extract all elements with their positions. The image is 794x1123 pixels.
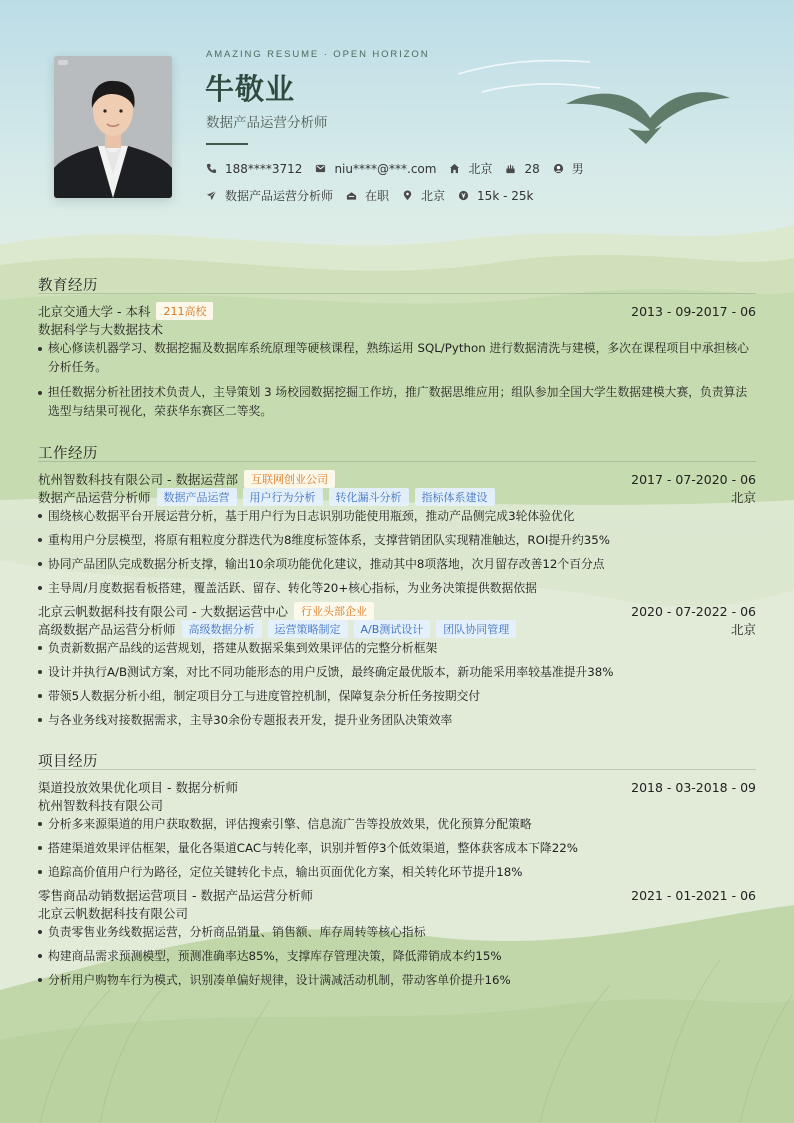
work-divider bbox=[38, 461, 756, 462]
project-company: 杭州智数科技有限公司 bbox=[38, 798, 164, 813]
skill-tag: 团队协同管理 bbox=[436, 620, 516, 638]
project-header-row bbox=[38, 886, 756, 904]
email-item bbox=[315, 162, 436, 176]
salary-icon bbox=[458, 190, 469, 201]
skill-tag: 数据产品运营 bbox=[157, 488, 237, 506]
company-badge: 互联网创业公司 bbox=[244, 470, 335, 488]
list-item: 分析多来源渠道的用户获取数据，评估搜索引擎、信息流广告等投放效果，优化预算分配策略 bbox=[38, 814, 756, 834]
mail-icon bbox=[315, 163, 326, 174]
education-divider bbox=[38, 293, 756, 294]
school-badge: 211高校 bbox=[156, 302, 213, 320]
status-text: 在职 bbox=[365, 189, 390, 203]
salary-item bbox=[458, 189, 533, 203]
job-dates: 2017 - 07-2020 - 06 bbox=[631, 471, 756, 487]
status-item bbox=[346, 187, 389, 204]
intent-item bbox=[206, 187, 333, 204]
email-text: niu****@***.com bbox=[334, 161, 437, 176]
home-text: 北京 bbox=[468, 162, 493, 176]
skill-tag: 用户行为分析 bbox=[243, 488, 323, 506]
job-role: 高级数据产品运营分析师 bbox=[38, 622, 176, 637]
job-bullets bbox=[38, 506, 756, 602]
skill-tag: 指标体系建设 bbox=[415, 488, 495, 506]
education-bullets bbox=[38, 339, 756, 427]
skill-tag: 高级数据分析 bbox=[182, 620, 262, 638]
list-item: 核心修读机器学习、数据挖掘及数据库系统原理等硬核课程，熟练运用 SQL/Python 进行数据清洗与建模，多次在课程项目中承担核心分析任务。 bbox=[38, 339, 756, 377]
project-dates: 2021 - 01-2021 - 06 bbox=[631, 887, 756, 903]
school-name: 北京交通大学 - 本科 bbox=[38, 304, 151, 319]
gender-text: 男 bbox=[571, 162, 584, 176]
list-item: 带领5人数据分析小组，制定项目分工与进度管控机制，保障复杂分析任务按期交付 bbox=[38, 686, 756, 706]
job-location: 北京 bbox=[730, 490, 756, 505]
education-major-row bbox=[38, 320, 756, 338]
project-bullets bbox=[38, 922, 756, 994]
project-company: 北京云帆数据科技有限公司 bbox=[38, 906, 189, 921]
job-header-row bbox=[38, 470, 756, 488]
list-item: 与各业务线对接数据需求，主导30余份专题报表开发，提升业务团队决策效率 bbox=[38, 710, 756, 730]
age-item bbox=[505, 162, 539, 176]
education-header-row bbox=[38, 302, 756, 320]
list-item: 搭建渠道效果评估框架，量化各渠道CAC与转化率，识别并暂停3个低效渠道，整体获客成本下降22% bbox=[38, 838, 756, 858]
project-name: 零售商品动销数据运营项目 - 数据产品运营分析师 bbox=[38, 888, 313, 903]
skill-tag: 运营策略制定 bbox=[268, 620, 348, 638]
tagline: AMAZING RESUME · OPEN HORIZON bbox=[206, 49, 430, 60]
list-item: 重构用户分层模型，将原有粗粒度分群迭代为8维度标签体系，支撑营销团队实现精准触达，ROI提升约35% bbox=[38, 530, 756, 550]
phone-item bbox=[206, 162, 302, 176]
project-company-row bbox=[38, 904, 756, 922]
list-item: 构建商品需求预测模型，预测准确率达85%，支撑库存管理决策，降低滞销成本约15% bbox=[38, 946, 756, 966]
work-heading: 工作经历 bbox=[38, 446, 98, 462]
project-bullets bbox=[38, 814, 756, 886]
company-name: 杭州智数科技有限公司 - 数据运营部 bbox=[38, 472, 238, 487]
projects-divider bbox=[38, 769, 756, 770]
job-role: 数据产品运营分析师 bbox=[38, 490, 151, 505]
education-dates: 2013 - 09-2017 - 06 bbox=[631, 303, 756, 319]
candidate-name: 牛敬业 bbox=[205, 72, 296, 106]
list-item: 分析用户购物车行为模式，识别凑单偏好规律，设计满减活动机制，带动客单价提升16% bbox=[38, 970, 756, 990]
list-item: 主导周/月度数据看板搭建，覆盖活跃、留存、转化等20+核心指标，为业务决策提供数据依据 bbox=[38, 578, 756, 598]
profile-photo bbox=[54, 56, 172, 198]
skill-tag: 转化漏斗分析 bbox=[329, 488, 409, 506]
list-item: 负责零售业务线数据运营，分析商品销量、销售额、库存周转等核心指标 bbox=[38, 922, 756, 942]
gender-icon bbox=[553, 163, 564, 174]
project-name: 渠道投放效果优化项目 - 数据分析师 bbox=[38, 780, 238, 795]
portrait-illustration bbox=[54, 56, 172, 198]
skill-tag: A/B测试设计 bbox=[354, 620, 431, 638]
location-item bbox=[402, 187, 445, 204]
job-header-row bbox=[38, 602, 756, 620]
job-location: 北京 bbox=[730, 622, 756, 637]
job-role-row bbox=[38, 488, 756, 506]
salary-text: 15k - 25k bbox=[477, 188, 534, 203]
education-heading: 教育经历 bbox=[38, 278, 98, 294]
location-icon bbox=[402, 190, 413, 201]
list-item: 追踪高价值用户行为路径，定位关键转化卡点，输出页面优化方案，相关转化环节提升18% bbox=[38, 862, 756, 882]
phone-text: 188****3712 bbox=[225, 161, 303, 176]
age-text: 28 bbox=[524, 161, 540, 176]
company-badge: 行业头部企业 bbox=[294, 602, 374, 620]
home-icon bbox=[449, 163, 460, 174]
project-header-row bbox=[38, 778, 756, 796]
gender-item bbox=[553, 160, 584, 177]
send-icon bbox=[206, 190, 217, 201]
cake-icon bbox=[505, 163, 516, 174]
list-item: 担任数据分析社团技术负责人，主导策划 3 场校园数据挖掘工作坊，推广数据思维应用；组队参加全国大学生数据建模大赛，负责算法选型与结果可视化，荣获华东赛区二等奖。 bbox=[38, 383, 756, 421]
major-name: 数据科学与大数据技术 bbox=[38, 322, 164, 337]
job-role-row bbox=[38, 620, 756, 638]
projects-heading: 项目经历 bbox=[38, 754, 98, 770]
home-item bbox=[449, 160, 492, 177]
location-text: 北京 bbox=[421, 189, 446, 203]
project-company-row bbox=[38, 796, 756, 814]
candidate-title: 数据产品运营分析师 bbox=[206, 115, 328, 131]
title-divider bbox=[206, 143, 248, 145]
job-intent-row bbox=[206, 187, 546, 204]
job-dates: 2020 - 07-2022 - 06 bbox=[631, 603, 756, 619]
job-bullets bbox=[38, 638, 756, 734]
intent-text: 数据产品运营分析师 bbox=[225, 189, 334, 203]
contact-row bbox=[206, 160, 597, 177]
list-item: 负责新数据产品线的运营规划，搭建从数据采集到效果评估的完整分析框架 bbox=[38, 638, 756, 658]
list-item: 设计并执行A/B测试方案，对比不同功能形态的用户反馈，最终确定最优版本，新功能采用率较基准提升38% bbox=[38, 662, 756, 682]
status-icon bbox=[346, 190, 357, 201]
list-item: 围绕核心数据平台开展运营分析，基于用户行为日志识别功能使用瓶颈，推动产品侧完成3轮体验优化 bbox=[38, 506, 756, 526]
project-dates: 2018 - 03-2018 - 09 bbox=[631, 779, 756, 795]
phone-icon bbox=[206, 163, 217, 174]
list-item: 协同产品团队完成数据分析支撑，输出10余项功能优化建议，推动其中8项落地，次月留存改善12个百分点 bbox=[38, 554, 756, 574]
company-name: 北京云帆数据科技有限公司 - 大数据运营中心 bbox=[38, 604, 288, 619]
